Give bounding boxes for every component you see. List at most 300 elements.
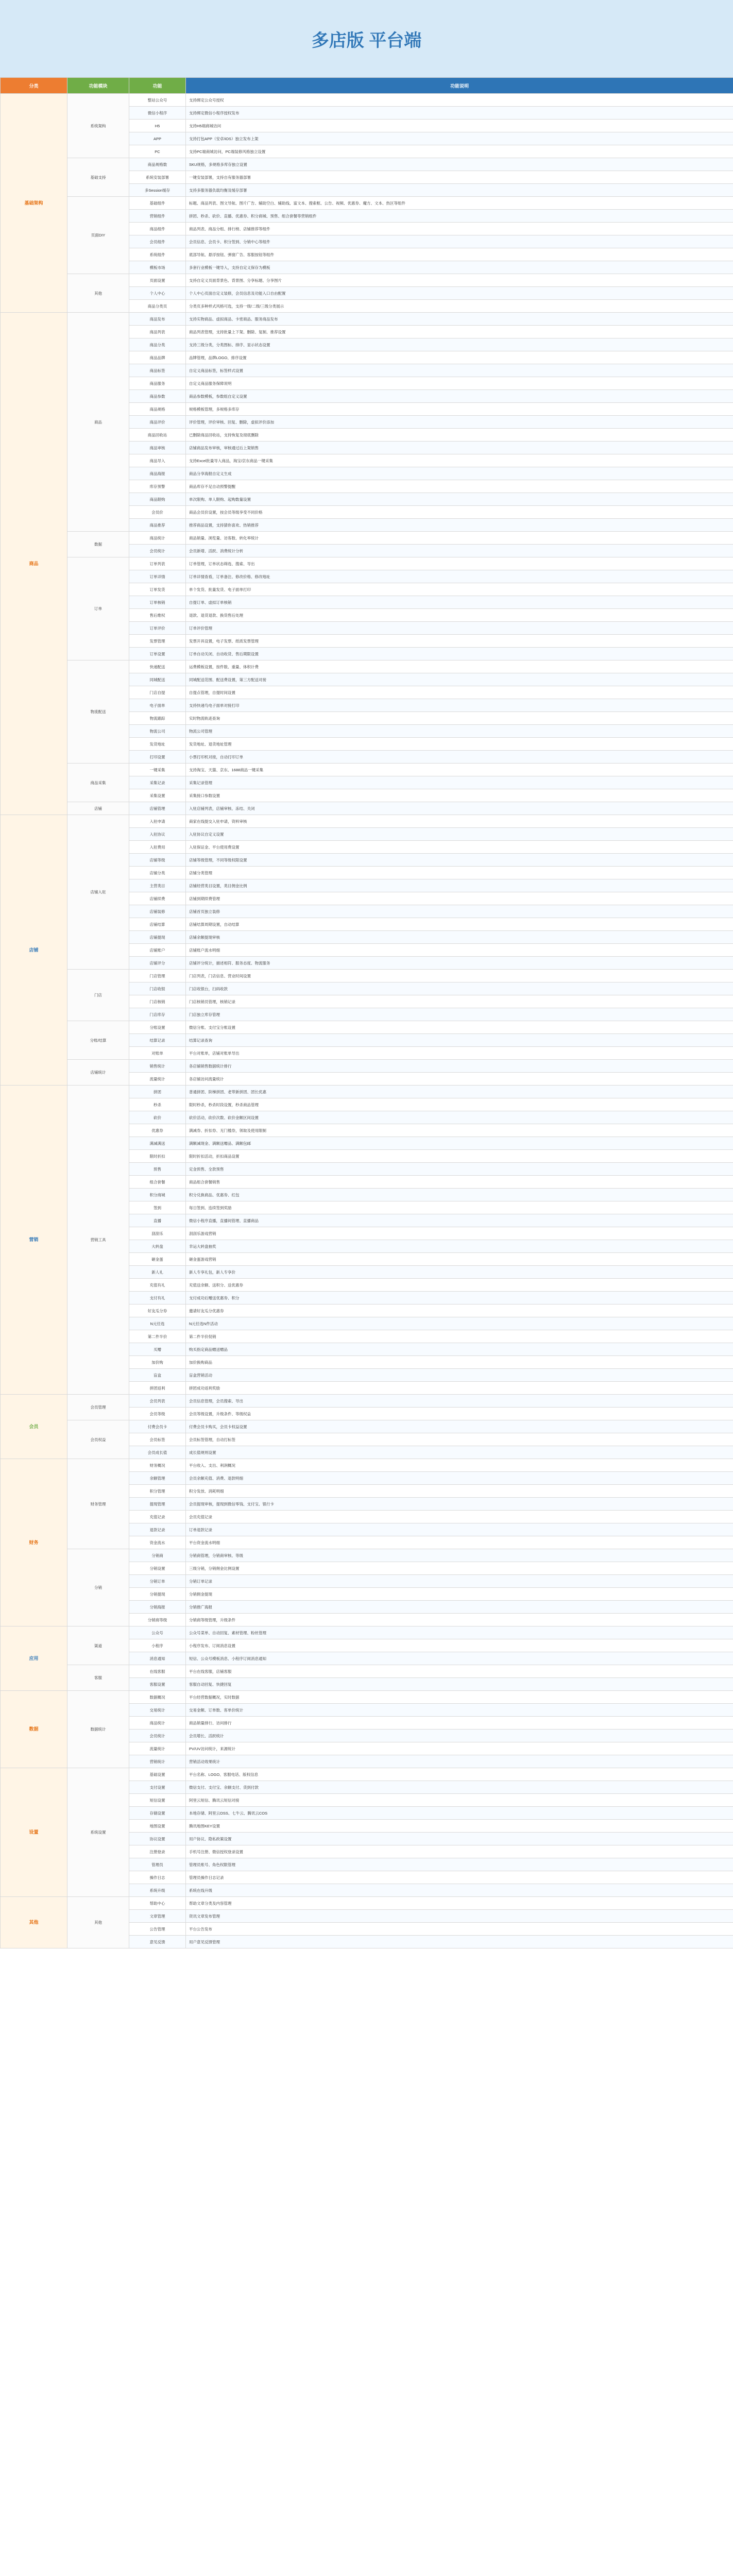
description-cell: 会员信息、会员卡、积分签到、分销中心等组件 bbox=[186, 235, 733, 248]
description-cell: 店铺等级管理，不同等级权限设置 bbox=[186, 854, 733, 867]
function-cell: 整站公众号 bbox=[129, 94, 186, 107]
function-cell: 主营类目 bbox=[129, 879, 186, 892]
category-cell: 其他 bbox=[1, 1897, 67, 1948]
description-cell: 普通拼团、阶梯拼团、老带新拼团、团长优惠 bbox=[186, 1086, 733, 1098]
description-cell: 入驻保证金、平台使用费设置 bbox=[186, 841, 733, 854]
function-cell: 积分管理 bbox=[129, 1485, 186, 1498]
description-cell: 单次限购、单人限购、起购数量设置 bbox=[186, 493, 733, 506]
function-cell: 商品海报 bbox=[129, 467, 186, 480]
description-cell: 商品库存不足自动预警提醒 bbox=[186, 480, 733, 493]
description-cell: 商品组合套餐销售 bbox=[186, 1176, 733, 1189]
function-cell: 刮刮乐 bbox=[129, 1227, 186, 1240]
table-row bbox=[1, 1420, 733, 1433]
description-cell: 微信分账、支付宝分账设置 bbox=[186, 1021, 733, 1034]
table-row bbox=[1, 313, 733, 326]
function-cell: 在线客服 bbox=[129, 1665, 186, 1678]
function-cell: 第二件半价 bbox=[129, 1330, 186, 1343]
function-cell: 门店库存 bbox=[129, 1008, 186, 1021]
function-cell: 采集设置 bbox=[129, 789, 186, 802]
description-cell: 单个发货、批量发货、电子面单打印 bbox=[186, 583, 733, 596]
function-cell: 系统安装部署 bbox=[129, 171, 186, 184]
description-cell: 支持绑定公众号授权 bbox=[186, 94, 733, 107]
module-cell: 店铺入驻 bbox=[67, 815, 129, 970]
function-cell: 会员标签 bbox=[129, 1433, 186, 1446]
description-cell: 门店列表，门店信息、营业时间设置 bbox=[186, 970, 733, 982]
module-cell: 其他 bbox=[67, 1897, 129, 1948]
description-cell: 商品列表、商品分组、排行榜、店铺推荐等组件 bbox=[186, 223, 733, 235]
description-cell: 客服自动回复、快捷回复 bbox=[186, 1678, 733, 1691]
function-cell: 文章管理 bbox=[129, 1910, 186, 1923]
description-cell: 多套行业模板一键导入，支持自定义保存为模板 bbox=[186, 261, 733, 274]
description-cell: 平台公告发布 bbox=[186, 1923, 733, 1936]
description-cell: 幸运大转盘抽奖 bbox=[186, 1240, 733, 1253]
module-cell: 商品 bbox=[67, 313, 129, 532]
function-cell: 系统组件 bbox=[129, 248, 186, 261]
description-cell: 小票打印机对接，自动打印订单 bbox=[186, 751, 733, 764]
description-cell: 支持H5端商城访问 bbox=[186, 120, 733, 132]
function-cell: 会员等级 bbox=[129, 1408, 186, 1420]
function-cell: 模板市场 bbox=[129, 261, 186, 274]
function-cell: 新人礼 bbox=[129, 1266, 186, 1279]
description-cell: 加价换购商品 bbox=[186, 1356, 733, 1369]
description-cell: 积分发放、消耗明细 bbox=[186, 1485, 733, 1498]
module-cell: 基础支持 bbox=[67, 158, 129, 197]
description-cell: 第二件半价促销 bbox=[186, 1330, 733, 1343]
function-cell: 店铺管理 bbox=[129, 802, 186, 815]
description-cell: 发票开具设置，电子发票、纸质发票管理 bbox=[186, 635, 733, 648]
function-cell: 快递配送 bbox=[129, 660, 186, 673]
table-row bbox=[1, 1691, 733, 1704]
function-cell: 门店管理 bbox=[129, 970, 186, 982]
function-cell: 会员统计 bbox=[129, 545, 186, 557]
description-cell: 拼团成功返利奖励 bbox=[186, 1382, 733, 1395]
table-row bbox=[1, 557, 733, 570]
function-cell: 电子面单 bbox=[129, 699, 186, 712]
category-cell: 会员 bbox=[1, 1395, 67, 1459]
table-row bbox=[1, 970, 733, 982]
module-cell: 订单 bbox=[67, 557, 129, 660]
function-cell: 订单核销 bbox=[129, 596, 186, 609]
description-cell: 微信支付、支付宝、余额支付、货到付款 bbox=[186, 1781, 733, 1794]
category-cell: 店铺 bbox=[1, 815, 67, 1086]
header-function: 功能 bbox=[129, 78, 186, 94]
description-cell: 推荐商品设置，支持猜你喜欢、热销推荐 bbox=[186, 519, 733, 532]
function-cell: 采集记录 bbox=[129, 776, 186, 789]
function-cell: 预售 bbox=[129, 1163, 186, 1176]
function-cell: 商品组件 bbox=[129, 223, 186, 235]
description-cell: 支持自定义页面背景色、背景图、分享标题、分享图片 bbox=[186, 274, 733, 287]
table-row bbox=[1, 1395, 733, 1408]
function-cell: 盲盒 bbox=[129, 1369, 186, 1382]
function-cell: 好友瓜分券 bbox=[129, 1304, 186, 1317]
description-cell: 资讯文章发布管理 bbox=[186, 1910, 733, 1923]
description-cell: 手机号注册、微信授权登录设置 bbox=[186, 1845, 733, 1858]
function-cell: 售后维权 bbox=[129, 609, 186, 622]
function-cell: 协议设置 bbox=[129, 1833, 186, 1845]
function-cell: 物流公司 bbox=[129, 725, 186, 738]
description-cell: 店铺经营类目设置，类目佣金比例 bbox=[186, 879, 733, 892]
function-cell: 商品标签 bbox=[129, 364, 186, 377]
description-cell: 帮助文章分类及内容管理 bbox=[186, 1897, 733, 1910]
description-cell: 分类页多种样式风格可选，支持一级/二级/三级分类展示 bbox=[186, 300, 733, 313]
function-cell: 数据概况 bbox=[129, 1691, 186, 1704]
function-cell: 系统升级 bbox=[129, 1884, 186, 1897]
description-cell: 会员标签管理，自动打标签 bbox=[186, 1433, 733, 1446]
header-description: 功能说明 bbox=[186, 78, 733, 94]
function-cell: 订单设置 bbox=[129, 648, 186, 660]
function-cell: 多Session缓存 bbox=[129, 184, 186, 197]
description-cell: 每日签到、连续签到奖励 bbox=[186, 1201, 733, 1214]
function-cell: 营销组件 bbox=[129, 210, 186, 223]
function-cell: 积分商城 bbox=[129, 1189, 186, 1201]
description-cell: 分销佣金提现 bbox=[186, 1588, 733, 1601]
function-cell: 店铺评分 bbox=[129, 957, 186, 970]
description-cell: N元任选N件活动 bbox=[186, 1317, 733, 1330]
function-cell: 对账单 bbox=[129, 1047, 186, 1060]
description-cell: 平台收入、支出、利润概况 bbox=[186, 1459, 733, 1472]
function-cell: 入驻申请 bbox=[129, 815, 186, 828]
description-cell: 支持多服务器负载均衡及缓存部署 bbox=[186, 184, 733, 197]
description-cell: 入驻协议自定义设置 bbox=[186, 828, 733, 841]
function-cell: 地图设置 bbox=[129, 1820, 186, 1833]
description-cell: 订单退款记录 bbox=[186, 1523, 733, 1536]
function-cell: 店铺分类 bbox=[129, 867, 186, 879]
description-cell: 平台名称、LOGO、客服电话、版权信息 bbox=[186, 1768, 733, 1781]
description-cell: 新人专享礼包，新人专享价 bbox=[186, 1266, 733, 1279]
function-cell: 秒杀 bbox=[129, 1098, 186, 1111]
description-cell: 砸金蛋游戏营销 bbox=[186, 1253, 733, 1266]
function-cell: 管理员 bbox=[129, 1858, 186, 1871]
description-cell: 限时折扣活动，折扣商品设置 bbox=[186, 1150, 733, 1163]
description-cell: 拼团、秒杀、砍价、直播、优惠券、积分商城、预售、组合套餐等营销组件 bbox=[186, 210, 733, 223]
function-cell: 商品限购 bbox=[129, 493, 186, 506]
function-cell: 流量统计 bbox=[129, 1073, 186, 1086]
description-cell: 定金预售、全款预售 bbox=[186, 1163, 733, 1176]
function-cell: 个人中心 bbox=[129, 287, 186, 300]
description-cell: PV/UV访问统计，来源统计 bbox=[186, 1742, 733, 1755]
function-cell: APP bbox=[129, 132, 186, 145]
function-cell: 微信小程序 bbox=[129, 107, 186, 120]
description-cell: 公众号菜单、自动回复、素材管理、粉丝管理 bbox=[186, 1626, 733, 1639]
function-cell: PC bbox=[129, 145, 186, 158]
description-cell: SKU规格，多规格多库存独立设置 bbox=[186, 158, 733, 171]
function-cell: 店铺续费 bbox=[129, 892, 186, 905]
description-cell: 店铺商品发布审核，审核通过后上架销售 bbox=[186, 442, 733, 454]
table-row bbox=[1, 1021, 733, 1034]
function-cell: 商品评价 bbox=[129, 416, 186, 429]
table-body bbox=[1, 94, 733, 1948]
module-cell: 数据统计 bbox=[67, 1691, 129, 1768]
description-cell: 个人中心页面自定义装修，会员信息及功能入口自由配置 bbox=[186, 287, 733, 300]
function-cell: 买赠 bbox=[129, 1343, 186, 1356]
function-cell: 小程序 bbox=[129, 1639, 186, 1652]
function-cell: 订单发货 bbox=[129, 583, 186, 596]
description-cell: 各店铺访问流量统计 bbox=[186, 1073, 733, 1086]
function-cell: 发货地址 bbox=[129, 738, 186, 751]
module-cell: 渠道 bbox=[67, 1626, 129, 1665]
function-cell: 商品服务 bbox=[129, 377, 186, 390]
module-cell: 系统设置 bbox=[67, 1768, 129, 1897]
function-cell: 店铺账户 bbox=[129, 944, 186, 957]
description-cell: 管理员账号、角色权限管理 bbox=[186, 1858, 733, 1871]
description-cell: 成长值规则设置 bbox=[186, 1446, 733, 1459]
table-row bbox=[1, 764, 733, 776]
module-cell: 物流配送 bbox=[67, 660, 129, 764]
page-title: 多店版 平台端 bbox=[311, 30, 422, 50]
function-cell: 物流跟踪 bbox=[129, 712, 186, 725]
description-cell: 评价管理，评价审核、回复、删除，虚拟评价添加 bbox=[186, 416, 733, 429]
function-cell: 公众号 bbox=[129, 1626, 186, 1639]
function-cell: 交易统计 bbox=[129, 1704, 186, 1717]
module-cell: 商品采集 bbox=[67, 764, 129, 802]
function-cell: 订单详情 bbox=[129, 570, 186, 583]
description-cell: 管理员操作日志记录 bbox=[186, 1871, 733, 1884]
table-row bbox=[1, 660, 733, 673]
description-cell: 商品销量、浏览量、访客数、转化率统计 bbox=[186, 532, 733, 545]
category-cell: 基础架构 bbox=[1, 94, 67, 313]
description-cell: 短信、公众号模板消息、小程序订阅消息通知 bbox=[186, 1652, 733, 1665]
description-cell: 店铺评分统计，描述相符、服务态度、物流服务 bbox=[186, 957, 733, 970]
description-cell: 满额减现金、满额送赠品、满额包邮 bbox=[186, 1137, 733, 1150]
description-cell: 订单评价管理 bbox=[186, 622, 733, 635]
function-cell: 优惠券 bbox=[129, 1124, 186, 1137]
function-cell: 商品分类 bbox=[129, 338, 186, 351]
module-cell: 数据 bbox=[67, 532, 129, 557]
function-cell: 订单列表 bbox=[129, 557, 186, 570]
function-cell: 存储设置 bbox=[129, 1807, 186, 1820]
function-cell: 分销商等级 bbox=[129, 1614, 186, 1626]
function-cell: 订单评价 bbox=[129, 622, 186, 635]
description-cell: 支持淘宝、天猫、京东、1688商品一键采集 bbox=[186, 764, 733, 776]
description-cell: 商品销量排行、访问排行 bbox=[186, 1717, 733, 1730]
function-cell: 店铺装修 bbox=[129, 905, 186, 918]
module-cell: 门店 bbox=[67, 970, 129, 1021]
description-cell: 采集接口参数设置 bbox=[186, 789, 733, 802]
description-cell: 会员等级设置，升级条件、等级权益 bbox=[186, 1408, 733, 1420]
description-cell: 会员增长、活跃统计 bbox=[186, 1730, 733, 1742]
category-cell: 营销 bbox=[1, 1086, 67, 1395]
function-cell: 商品发布 bbox=[129, 313, 186, 326]
function-cell: 门店收银 bbox=[129, 982, 186, 995]
description-cell: 支持绑定微信小程序授权发布 bbox=[186, 107, 733, 120]
module-cell: 店铺 bbox=[67, 802, 129, 815]
function-cell: 支付设置 bbox=[129, 1781, 186, 1794]
function-cell: 一键采集 bbox=[129, 764, 186, 776]
description-cell: 满减券、折扣券、无门槛券，领取及使用限制 bbox=[186, 1124, 733, 1137]
function-cell: 退款记录 bbox=[129, 1523, 186, 1536]
table-row bbox=[1, 158, 733, 171]
description-cell: 邀请好友瓜分优惠券 bbox=[186, 1304, 733, 1317]
description-cell: 分销商管理，分销商审核、等级 bbox=[186, 1549, 733, 1562]
description-cell: 平台资金流水明细 bbox=[186, 1536, 733, 1549]
title-bar bbox=[0, 0, 733, 77]
description-cell: 营销活动效果统计 bbox=[186, 1755, 733, 1768]
function-cell: 付费会员卡 bbox=[129, 1420, 186, 1433]
function-cell: H5 bbox=[129, 120, 186, 132]
description-cell: 规格模板管理，多规格多库存 bbox=[186, 403, 733, 416]
function-cell: 加价购 bbox=[129, 1356, 186, 1369]
function-cell: 分销设置 bbox=[129, 1562, 186, 1575]
function-cell: 库存预警 bbox=[129, 480, 186, 493]
function-cell: 注册登录 bbox=[129, 1845, 186, 1858]
description-cell: 自提点管理，自提时间设置 bbox=[186, 686, 733, 699]
function-cell: 营销统计 bbox=[129, 1755, 186, 1768]
description-cell: 店铺首页独立装修 bbox=[186, 905, 733, 918]
function-cell: 会员价 bbox=[129, 506, 186, 519]
function-cell: 财务概况 bbox=[129, 1459, 186, 1472]
description-cell: 系统在线升级 bbox=[186, 1884, 733, 1897]
table-row bbox=[1, 197, 733, 210]
description-cell: 会员提现审核，提现到微信零钱、支付宝、银行卡 bbox=[186, 1498, 733, 1511]
function-cell: 大转盘 bbox=[129, 1240, 186, 1253]
function-cell: 基础组件 bbox=[129, 197, 186, 210]
category-cell: 商品 bbox=[1, 313, 67, 815]
description-cell: 商品分享海报自定义生成 bbox=[186, 467, 733, 480]
description-cell: 积分兑换商品、优惠券、红包 bbox=[186, 1189, 733, 1201]
function-cell: 组合套餐 bbox=[129, 1176, 186, 1189]
function-cell: 商品审核 bbox=[129, 442, 186, 454]
function-cell: 分账设置 bbox=[129, 1021, 186, 1034]
description-cell: 同城配送范围、配送费设置，第三方配送对接 bbox=[186, 673, 733, 686]
description-cell: 付费会员卡购买，会员卡权益设置 bbox=[186, 1420, 733, 1433]
function-cell: 商品品牌 bbox=[129, 351, 186, 364]
description-cell: 支付成功后赠送优惠券、积分 bbox=[186, 1292, 733, 1304]
category-cell: 财务 bbox=[1, 1459, 67, 1626]
description-cell: 平台在线客服，店铺客服 bbox=[186, 1665, 733, 1678]
module-cell: 分销 bbox=[67, 1549, 129, 1626]
description-cell: 底部导航、悬浮按钮、弹窗广告、客服按钮等组件 bbox=[186, 248, 733, 261]
description-cell: 分销订单记录 bbox=[186, 1575, 733, 1588]
function-cell: 同城配送 bbox=[129, 673, 186, 686]
module-cell: 财务管理 bbox=[67, 1459, 129, 1549]
function-cell: 商品规格 bbox=[129, 403, 186, 416]
description-cell: 商品参数模板，参数组自定义设置 bbox=[186, 390, 733, 403]
function-cell: 商品推荐 bbox=[129, 519, 186, 532]
table-row bbox=[1, 1549, 733, 1562]
function-cell: 帮助中心 bbox=[129, 1897, 186, 1910]
function-cell: 页面设置 bbox=[129, 274, 186, 287]
feature-table bbox=[0, 77, 733, 1948]
function-cell: 砸金蛋 bbox=[129, 1253, 186, 1266]
table-row bbox=[1, 532, 733, 545]
function-cell: 消息通知 bbox=[129, 1652, 186, 1665]
description-cell: 自定义商品服务保障说明 bbox=[186, 377, 733, 390]
function-cell: 余额管理 bbox=[129, 1472, 186, 1485]
header-module: 功能模块 bbox=[67, 78, 129, 94]
description-cell: 一键安装部署，支持自有服务器部署 bbox=[186, 171, 733, 184]
description-cell: 支持打包APP（安卓/iOS）独立发布上架 bbox=[186, 132, 733, 145]
function-cell: 商品统计 bbox=[129, 1717, 186, 1730]
description-cell: 运费模板设置，按件数、重量、体积计费 bbox=[186, 660, 733, 673]
table-row bbox=[1, 815, 733, 828]
function-cell: 入驻费用 bbox=[129, 841, 186, 854]
description-cell: 阿里云短信、腾讯云短信对接 bbox=[186, 1794, 733, 1807]
function-cell: 入驻协议 bbox=[129, 828, 186, 841]
function-cell: 商品导入 bbox=[129, 454, 186, 467]
function-cell: 商品分类页 bbox=[129, 300, 186, 313]
description-cell: 支持Excel批量导入商品，淘宝/京东商品一键采集 bbox=[186, 454, 733, 467]
description-cell: 会员新增、活跃、消费统计分析 bbox=[186, 545, 733, 557]
description-cell: 已删除商品回收站，支持恢复及彻底删除 bbox=[186, 429, 733, 442]
description-cell: 用户意见反馈管理 bbox=[186, 1936, 733, 1948]
function-cell: 分销订单 bbox=[129, 1575, 186, 1588]
description-cell: 品牌管理，品牌LOGO、排序设置 bbox=[186, 351, 733, 364]
function-cell: 店铺结算 bbox=[129, 918, 186, 931]
table-header bbox=[1, 78, 733, 94]
description-cell: 充值送余额、送积分、送优惠券 bbox=[186, 1279, 733, 1292]
function-cell: 分销商 bbox=[129, 1549, 186, 1562]
description-cell: 订单自动关闭、自动收货、售后期限设置 bbox=[186, 648, 733, 660]
function-cell: 充值记录 bbox=[129, 1511, 186, 1523]
description-cell: 物流公司管理 bbox=[186, 725, 733, 738]
description-cell: 刮刮乐游戏营销 bbox=[186, 1227, 733, 1240]
module-cell: 系统架构 bbox=[67, 94, 129, 158]
table-row bbox=[1, 1626, 733, 1639]
description-cell: 购买指定商品赠送赠品 bbox=[186, 1343, 733, 1356]
table-row bbox=[1, 274, 733, 287]
description-cell: 实时物流轨迹查询 bbox=[186, 712, 733, 725]
description-cell: 盲盒营销活动 bbox=[186, 1369, 733, 1382]
description-cell: 店铺到期续费管理 bbox=[186, 892, 733, 905]
description-cell: 入驻店铺列表，店铺审核、冻结、关闭 bbox=[186, 802, 733, 815]
function-cell: 直播 bbox=[129, 1214, 186, 1227]
function-cell: N元任选 bbox=[129, 1317, 186, 1330]
header-category: 分类 bbox=[1, 78, 67, 94]
description-cell: 会员信息管理，会员搜索、导出 bbox=[186, 1395, 733, 1408]
description-cell: 标题、商品列表、图文导航、图片广告、辅助空白、辅助线、富文本、搜索框、公告、视频、优惠券、魔方、文本、热区等组件 bbox=[186, 197, 733, 210]
function-cell: 商品规格数 bbox=[129, 158, 186, 171]
module-cell: 分账/结算 bbox=[67, 1021, 129, 1060]
function-cell: 打印设置 bbox=[129, 751, 186, 764]
description-cell: 退款、退货退款、换货售后处理 bbox=[186, 609, 733, 622]
function-cell: 会员组件 bbox=[129, 235, 186, 248]
description-cell: 支持实物商品、虚拟商品、卡密商品、服务商品发布 bbox=[186, 313, 733, 326]
description-cell: 分销商等级管理，升级条件 bbox=[186, 1614, 733, 1626]
description-cell: 自定义商品标签，标签样式设置 bbox=[186, 364, 733, 377]
function-cell: 限时折扣 bbox=[129, 1150, 186, 1163]
module-cell: 客服 bbox=[67, 1665, 129, 1691]
description-cell: 发货地址、退货地址管理 bbox=[186, 738, 733, 751]
function-cell: 提现管理 bbox=[129, 1498, 186, 1511]
description-cell: 结算记录查询 bbox=[186, 1034, 733, 1047]
function-cell: 充值有礼 bbox=[129, 1279, 186, 1292]
function-cell: 支付有礼 bbox=[129, 1292, 186, 1304]
module-cell: 其他 bbox=[67, 274, 129, 313]
function-cell: 门店核销 bbox=[129, 995, 186, 1008]
description-cell: 订单管理，订单状态筛选、搜索、导出 bbox=[186, 557, 733, 570]
function-cell: 资金流水 bbox=[129, 1536, 186, 1549]
category-cell: 数据 bbox=[1, 1691, 67, 1768]
function-cell: 短信设置 bbox=[129, 1794, 186, 1807]
function-cell: 发票管理 bbox=[129, 635, 186, 648]
description-cell: 会员余额充值、消费、退款明细 bbox=[186, 1472, 733, 1485]
table-row bbox=[1, 1086, 733, 1098]
description-cell: 分销推广海报 bbox=[186, 1601, 733, 1614]
description-cell: 门店收银台，扫码收款 bbox=[186, 982, 733, 995]
function-cell: 销售统计 bbox=[129, 1060, 186, 1073]
description-cell: 店铺结算周期设置，自动结算 bbox=[186, 918, 733, 931]
description-cell: 三级分销，分销佣金比例设置 bbox=[186, 1562, 733, 1575]
function-cell: 砍价 bbox=[129, 1111, 186, 1124]
function-cell: 基础设置 bbox=[129, 1768, 186, 1781]
description-cell: 砍价活动，砍价次数、砍价金额区间设置 bbox=[186, 1111, 733, 1124]
description-cell: 会员充值记录 bbox=[186, 1511, 733, 1523]
description-cell: 自提订单、虚拟订单核销 bbox=[186, 596, 733, 609]
module-cell: 会员管理 bbox=[67, 1395, 129, 1420]
description-cell: 支持PC端商城访问，PC端装修风格独立设置 bbox=[186, 145, 733, 158]
description-cell: 限时秒杀，秒杀时段设置，秒杀商品管理 bbox=[186, 1098, 733, 1111]
category-cell: 设置 bbox=[1, 1768, 67, 1897]
